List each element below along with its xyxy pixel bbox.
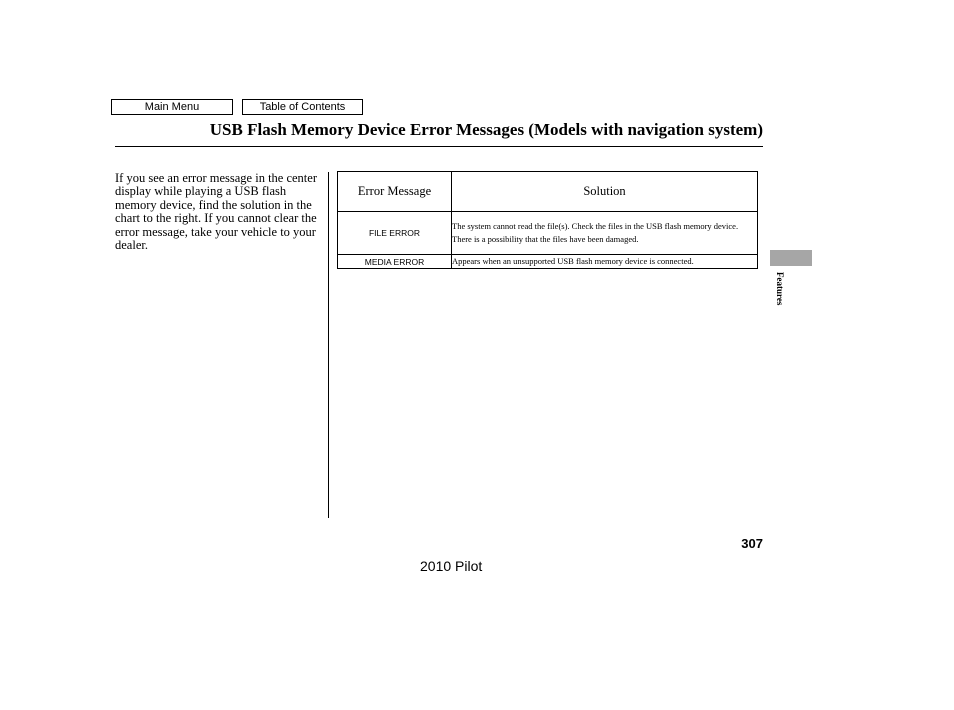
table-of-contents-button[interactable]: Table of Contents	[242, 99, 363, 115]
solution-cell: The system cannot read the file(s). Check the files in the USB flash memory device. There is a possibility that the files have been damaged.	[452, 212, 758, 255]
table-header-row	[338, 172, 758, 212]
header-error-message: Error Message	[338, 172, 452, 212]
error-message-table	[337, 171, 758, 269]
section-label: Features	[775, 272, 785, 306]
title-divider	[115, 146, 763, 147]
error-message-cell: MEDIA ERROR	[338, 255, 452, 269]
footer-model-name: 2010 Pilot	[420, 558, 483, 574]
error-message-cell: FILE ERROR	[338, 212, 452, 255]
solution-cell: Appears when an unsupported USB flash memory device is connected.	[452, 255, 758, 269]
table-row	[338, 212, 758, 255]
page-title: USB Flash Memory Device Error Messages (Models with navigation system)	[209, 120, 763, 139]
main-menu-button[interactable]: Main Menu	[111, 99, 233, 115]
column-divider	[328, 172, 329, 518]
page-number: 307	[741, 536, 763, 551]
table-row	[338, 255, 758, 269]
section-tab-marker	[770, 250, 812, 266]
header-solution: Solution	[452, 172, 758, 212]
intro-paragraph: If you see an error message in the center display while playing a USB flash memory device, find the solution in the chart to the right. If you cannot clear the error message, take your vehicle to your dealer.	[115, 171, 317, 253]
